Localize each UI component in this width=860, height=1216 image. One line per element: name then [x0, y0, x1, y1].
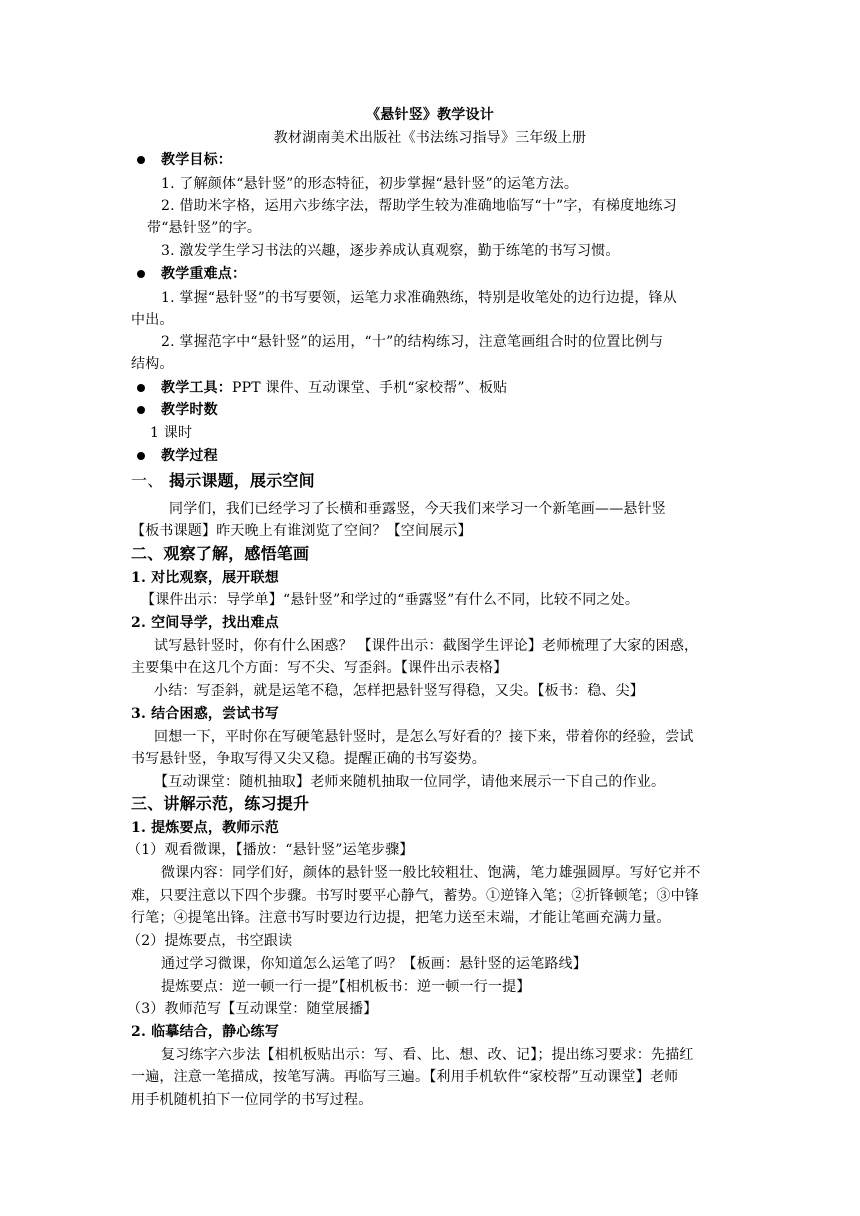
section3-line: 通过学习微课，你知道怎么运笔了吗？【板画：悬针竖的运笔路线】: [161, 956, 587, 972]
tools-line: [161, 377, 761, 399]
section3-sub2: 2. 临摹结合，静心练写: [131, 1024, 279, 1040]
section3-line: （3）教师范写【互动课堂：随堂展播】: [127, 1001, 378, 1017]
section3-title: 三、讲解示范，练习提升: [131, 794, 310, 813]
bullet-icon: [137, 156, 145, 164]
section2-sub2-line: 试写悬针竖时，你有什么困惑？ 【课件出示：截图学生评论】老师梳理了大家的困惑，: [154, 638, 699, 654]
section2-sub3-line: 回想一下，平时你在写硬笔悬针竖时，是怎么写好看的？接下来，带着你的经验，尝试: [154, 729, 694, 745]
section2-sub2-line: 主要集中在这几个方面：写不尖、写歪斜。【课件出示表格】: [131, 660, 508, 676]
section1-number: 一、: [131, 471, 164, 490]
key-point-line: 2. 掌握范字中“悬针竖”的运用，“十”的结构练习，注意笔画组合时的位置比例与: [161, 334, 664, 350]
section2-sub3-line: 书写悬针竖，争取写得又尖又稳。提醒正确的书写姿势。: [131, 751, 486, 767]
key-point-line: 中出。: [131, 312, 174, 328]
document-title: 《悬针竖》教学设计: [366, 107, 494, 123]
bullet-icon: [137, 384, 145, 392]
goal-item: 2. 借助米字格，运用六步练字法，帮助学生较为准确地临写“十”字，有梯度地练习: [161, 198, 677, 214]
bullet-icon: [137, 270, 145, 278]
goal-item: 带“悬针竖”的字。: [147, 220, 262, 236]
tools-text: PPT 课件、互动课堂、手机“家校帮”、板贴: [232, 380, 508, 396]
section3-line: 提炼要点：逆一顿一行一提”【相机板书：逆一顿一行一提】: [161, 979, 531, 995]
process-heading: 教学过程: [161, 448, 218, 464]
section2-sub3: 3. 结合困惑，尝试书写: [131, 706, 279, 722]
section3-line: 行笔；④提笔出锋。注意书写时要边行边提，把笔力送至末端，才能让笔画充满力量。: [131, 910, 671, 926]
goal-item: 1. 了解颜体“悬针竖”的形态特征，初步掌握“悬针竖”的运笔方法。: [161, 176, 579, 192]
bullet-icon: [137, 406, 145, 414]
tools-heading: 教学工具：: [161, 380, 232, 396]
section3-sub1: 1. 提炼要点，教师示范: [131, 820, 279, 836]
section3-line: （2）提炼要点，书空跟读: [127, 933, 293, 949]
bullet-icon: [137, 452, 145, 460]
key-point-line: 1. 掌握“悬针竖”的书写要领，运笔力求准确熟练，特别是收笔处的边行边提，锋从: [161, 290, 677, 306]
key-points-heading: 教学重难点：: [161, 266, 247, 282]
section2-sub2-line: 小结：写歪斜，就是运笔不稳，怎样把悬针竖写得稳，又尖。【板书：稳、尖】: [154, 683, 644, 699]
goals-heading: 教学目标：: [161, 152, 232, 168]
section2-sub2: 2. 空间导学，找出难点: [131, 615, 279, 631]
section1-title: 揭示课题，展示空间: [169, 471, 315, 490]
section2-title: 二、观察了解，感悟笔画: [131, 544, 310, 563]
section2-sub1: 1. 对比观察，展开联想: [131, 570, 279, 586]
document-subtitle: 教材湖南美术出版社《书法练习指导》三年级上册: [273, 130, 587, 146]
section2-sub3-line: 【互动课堂：随机抽取】老师来随机抽取一位同学，请他来展示一下自己的作业。: [154, 774, 666, 790]
section3-sub2-line: 复习练字六步法【相机板贴出示：写、看、比、想、改、记】；提出练习要求：先描红: [161, 1047, 694, 1063]
goal-item: 3. 激发学生学习书法的兴趣，逐步养成认真观察，勤于练笔的书写习惯。: [161, 243, 620, 259]
section3-line: 难，只要注意以下四个步骤。书写时要平心静气，蓄势。①逆锋入笔；②折锋顿笔；③中锋: [131, 888, 699, 904]
time-text: 1 课时: [150, 425, 193, 441]
section1-line: 同学们，我们已经学习了长横和垂露竖，今天我们来学习一个新笔画——悬针竖: [169, 501, 666, 517]
section3-line: （1）观看微课，【播放：“悬针竖”运笔步骤】: [127, 842, 414, 858]
key-point-line: 结构。: [131, 356, 174, 372]
section3-sub2-line: 一遍，注意一笔描成，按笔写满。再临写三遍。【利用手机软件“家校帮”互动课堂】老师: [131, 1069, 679, 1085]
section2-sub1-text: 【课件出示：导学单】“悬针竖”和学过的“垂露竖”有什么不同，比较不同之处。: [141, 592, 640, 608]
section1-line: 【板书课题】昨天晚上有谁浏览了空间？【空间展示】: [131, 523, 472, 539]
time-heading: 教学时数: [161, 402, 218, 418]
section3-sub2-line: 用手机随机拍下一位同学的书写过程。: [131, 1092, 373, 1108]
section3-line: 微课内容：同学们好，颜体的悬针竖一般比较粗壮、饱满，笔力雄强圆厚。写好它并不: [161, 865, 701, 881]
